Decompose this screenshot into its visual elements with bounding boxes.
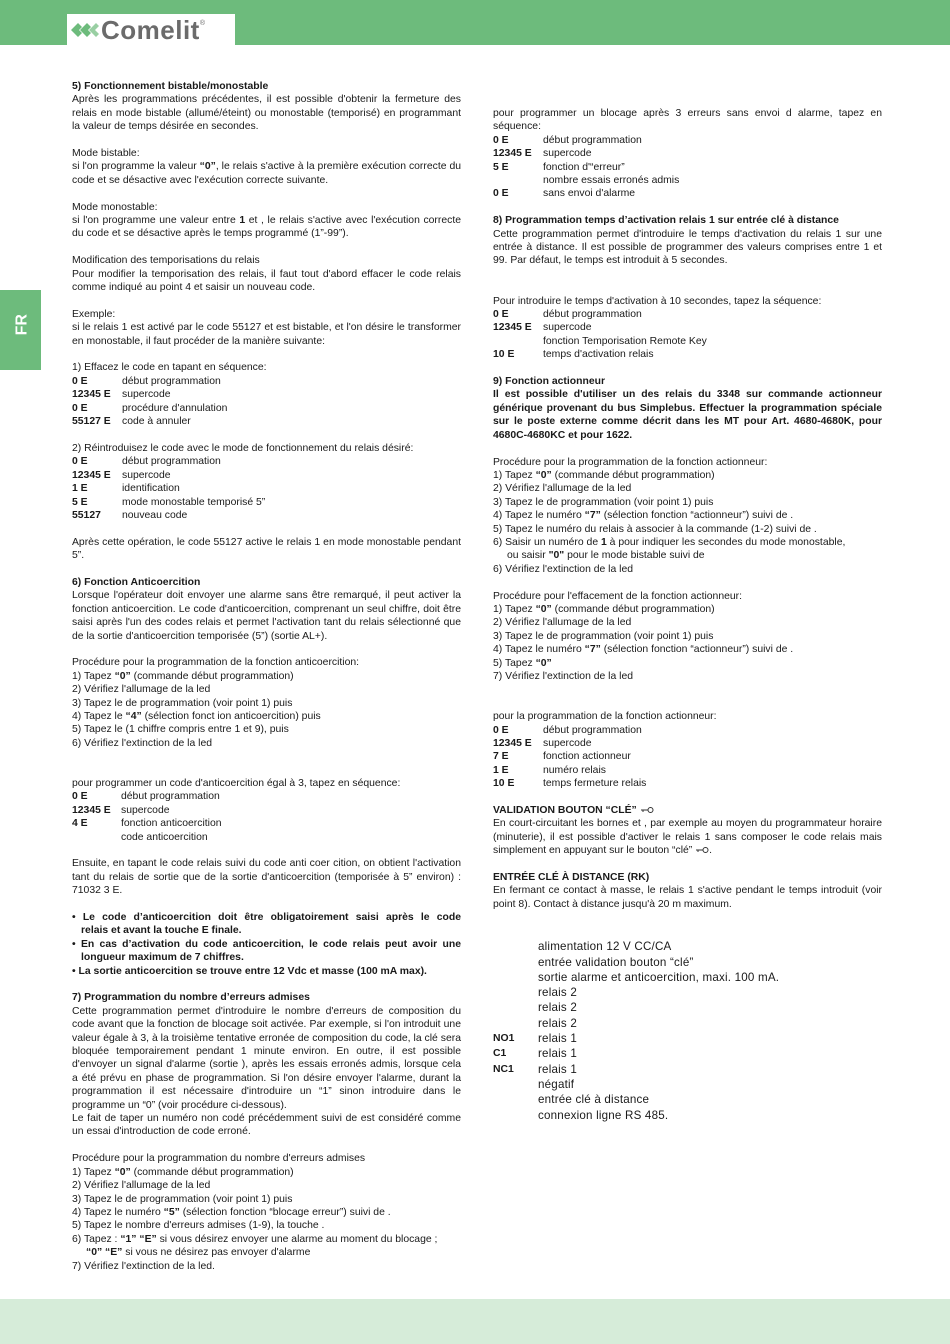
sequence-row: 0 E début programmation bbox=[72, 791, 220, 803]
sequence-row: 0 E début programmation bbox=[493, 134, 642, 146]
section-9-note: Il est possible d'utiliser un des relais du 3348 sur commande actionneur générique provenant du bus Simplebus. Effectuer la programmation spéciale sur le poste externe comme décrit dans les MT pour Art. 4680-4680K, pour 4680C-4680KC et pour 1622. bbox=[493, 389, 882, 441]
step-item: 6) Saisir un numéro de 1 à pour indiquer les secondes du mode monostable, bbox=[493, 536, 846, 548]
step-item: 2) Vérifiez l'allumage de la led bbox=[493, 617, 632, 629]
remote-key-title: ENTRÉE CLÉ À DISTANCE (RK) bbox=[493, 872, 650, 884]
step-item: 7) Vérifiez l'extinction de la led bbox=[493, 670, 634, 682]
bullet-line: relais et avant la touche E finale. bbox=[81, 925, 242, 937]
remote-key-text: En fermant ce contact à masse, le relais 1 s'active pendant le temps introduit (voir point 8). Contact à distance jusqu'à 20 m maximum. bbox=[493, 885, 882, 910]
sequence-row: 0 E début programmation bbox=[72, 456, 221, 468]
step-item: 3) Tapez le de programmation (voir point 1) puis bbox=[72, 697, 293, 709]
section-7-note: Le fait de taper un numéro non codé précédemment suivi de est considéré comme un essai d'introduction de code erroné. bbox=[72, 1113, 461, 1138]
procedure-7-title: Procédure pour la programmation du nombre d'erreurs admises bbox=[72, 1153, 366, 1165]
sequence-row: 12345 E supercode bbox=[493, 738, 592, 749]
section-8-sequence-title: Pour introduire le temps d'activation à 10 secondes, tapez la séquence: bbox=[493, 295, 822, 307]
procedure-7-steps bbox=[72, 1166, 461, 1273]
sequence-row: 55127 E code à annuler bbox=[72, 416, 191, 428]
sequence-row: 55127 nouveau code bbox=[72, 509, 188, 521]
sequence-row: 1 E identification bbox=[72, 483, 180, 495]
terminal-row: relais 2 bbox=[538, 1016, 577, 1030]
step-item: 2) Vérifiez l'allumage de la led bbox=[72, 1180, 211, 1192]
terminal-row: NC1 relais 1 bbox=[493, 1062, 577, 1076]
sequence-row: 0 E début programmation bbox=[72, 375, 221, 387]
step-item: 6) Vérifiez l'extinction de la led bbox=[493, 563, 634, 575]
monostable-text: si l'on programme une valeur entre 1 et , le relais s'active avec l'exécution correcte du code et se désactive après le temps programmé (1”-99”). bbox=[72, 215, 461, 240]
step-item: 5) Tapez le numéro du relais à associer à la commande (1-2) suivi de . bbox=[493, 523, 817, 535]
terminal-row: relais 2 bbox=[538, 986, 577, 1000]
section-5-title: 5) Fonctionnement bistable/monostable bbox=[72, 81, 269, 92]
brand-name: Comelit bbox=[101, 14, 200, 45]
terminal-row: C1 relais 1 bbox=[493, 1047, 577, 1061]
anticoercion-3-sequence bbox=[72, 790, 461, 844]
step-item: 1) Tapez “0” (commande début programmation) bbox=[72, 1166, 294, 1178]
sequence-row: 0 E début programmation bbox=[493, 309, 642, 321]
step-item: 3) Tapez le de programmation (voir point 1) puis bbox=[493, 630, 714, 642]
erase-title: 1) Effacez le code en tapant en séquence: bbox=[72, 362, 267, 374]
step-item: 3) Tapez le de programmation (voir point 1) puis bbox=[72, 1193, 293, 1205]
terminal-row: relais 2 bbox=[538, 1001, 577, 1015]
terminal-row: NO1 relais 1 bbox=[493, 1032, 577, 1046]
block-intro: pour programmer un blocage après 3 erreurs sans envoi d alarme, tapez en séquence: bbox=[493, 108, 882, 133]
section-6-text: Lorsque l'opérateur doit envoyer une alarme sans être remarqué, il peut activer la fonction anticoercition. Le code d'anticoercition, comprenant un seul chiffre, doit être saisi après l'un des codes relais et permet l'activation tant du relais sélectionné que de la sortie d'anticoercition temporisée (5”) (sortie AL+). bbox=[72, 590, 461, 642]
sequence-row: fonction Temporisation Remote Key bbox=[543, 335, 707, 347]
sequence-row: 7 E fonction actionneur bbox=[493, 751, 631, 763]
step-item: 6) Vérifiez l'extinction de la led bbox=[72, 737, 213, 749]
terminal-row: négatif bbox=[538, 1077, 575, 1091]
step-item: 4) Tapez le numéro “7” (sélection fonction “actionneur”) suivi de . bbox=[493, 644, 794, 656]
terminal-row: alimentation 12 V CC/CA bbox=[538, 940, 672, 954]
monostable-title: Mode monostable: bbox=[72, 201, 158, 213]
sequence-row: 5 E mode monostable temporisé 5” bbox=[72, 496, 266, 508]
key-icon bbox=[640, 806, 654, 814]
step-item: 5) Tapez le nombre d'erreurs admises (1-9), la touche . bbox=[72, 1220, 325, 1232]
block-sequence bbox=[493, 134, 882, 201]
step-item: “0” “E” si vous ne désirez pas envoyer d'alarme bbox=[86, 1247, 311, 1259]
section-6-title: 6) Fonction Anticoercition bbox=[72, 576, 201, 588]
section-9-title: 9) Fonction actionneur bbox=[493, 376, 605, 388]
erase-sequence bbox=[72, 375, 461, 429]
sequence-row: 12345 E supercode bbox=[72, 389, 171, 401]
right-column bbox=[493, 107, 882, 1123]
sequence-row: 0 E sans envoi d'alarme bbox=[493, 188, 636, 200]
section-7-title: 7) Programmation du nombre d’erreurs admises bbox=[72, 992, 310, 1004]
sequence-row: 12345 E supercode bbox=[72, 804, 170, 816]
step-item: 7) Vérifiez l'extinction de la led. bbox=[72, 1260, 215, 1272]
reintroduce-title: 2) Réintroduisez le code avec le mode de fonctionnement du relais désiré: bbox=[72, 442, 414, 454]
step-item: 1) Tapez “0” (commande début programmation) bbox=[72, 670, 294, 682]
header-bar bbox=[0, 0, 950, 45]
then-text: Ensuite, en tapant le code relais suivi du code anti coer cition, on obtient l'activation tant du relais de sortie que de la sortie d'anticoercition (temporisée à 5” environ) : 71032 3 E. bbox=[72, 858, 461, 897]
section-8-text: Cette programmation permet d'introduire le temps d'activation du relais 1 sur une entrée à distance. Il est possible de programmer des valeurs comprises entre 1 et 99. Par défaut, le temps est introduit à 5 secondes. bbox=[493, 228, 882, 267]
after-operation-text: Après cette opération, le code 55127 active le relais 1 en mode monostable pendant 5”. bbox=[72, 536, 461, 562]
step-item: 2) Vérifiez l'allumage de la led bbox=[72, 684, 211, 696]
terminal-row: entrée clé à distance bbox=[538, 1093, 650, 1107]
terminal-row: sortie alarme et anticoercition, maxi. 100 mA. bbox=[538, 970, 780, 984]
sequence-row: 0 E procédure d'annulation bbox=[72, 402, 228, 414]
reintroduce-sequence bbox=[72, 455, 461, 522]
procedure-6-title: Procédure pour la programmation de la fonction anticoercition: bbox=[72, 657, 360, 669]
step-item: ou saisir "0" pour le mode bistable suivi de bbox=[507, 550, 705, 562]
sequence-row: 12345 E supercode bbox=[493, 148, 592, 160]
bullet-line: longueur maximum de 7 chiffres. bbox=[81, 952, 244, 964]
procedure-6-steps bbox=[72, 670, 461, 750]
step-item: 4) Tapez le numéro “5” (sélection fonction “blocage erreur”) suivi de . bbox=[72, 1206, 391, 1218]
actuator-sequence bbox=[493, 724, 882, 791]
sequence-row: 10 E temps d'activation relais bbox=[493, 349, 654, 361]
step-item: 4) Tapez le “4” (sélection fonct ion anticoercition) puis bbox=[72, 710, 321, 722]
actuator-sequence-title: pour la programmation de la fonction actionneur: bbox=[493, 711, 717, 723]
footer-bar bbox=[0, 1299, 950, 1344]
step-item: 6) Tapez : “1” “E” si vous désirez envoyer une alarme au moment du blocage ; bbox=[72, 1233, 438, 1245]
anticoercion-3-title: pour programmer un code d'anticoercition égal à 3, tapez en séquence: bbox=[72, 777, 401, 789]
sequence-row: 0 E début programmation bbox=[493, 724, 642, 736]
erase-9-title: Procédure pour l'effacement de la fonction actionneur: bbox=[493, 590, 743, 602]
language-tab bbox=[0, 290, 41, 370]
warning-bullets bbox=[72, 911, 461, 978]
key-button-title: VALIDATION BOUTON “CLÉ” bbox=[493, 804, 882, 817]
procedure-9-steps bbox=[493, 469, 882, 576]
step-item: 2) Vérifiez l'allumage de la led bbox=[493, 483, 632, 495]
procedure-9-title: Procédure pour la programmation de la fonction actionneur: bbox=[493, 456, 768, 468]
comelit-mark-icon bbox=[69, 19, 99, 41]
section-7-text: Cette programmation permet d'introduire le nombre d'erreurs de composition du code avant que la fonction de blocage soit activée. Par exemple, si l'on introduit une valeur égale à 3, à la troisième tentative erronée de composition du code, la clé sera bloquée temporairement pendant 1 minute environ. En outre, il est possible d'envoyer un signal d'alarme (sortie ), après les essais erronés admis, lorsque cela a été prévu en phase de programmation. Si l'on désire envoyer l'alarme, durant la programmation il est nécessaire d'introduire un “1” sinon introduire dans le programme un “0” (voir procédure ci-dessous). bbox=[72, 1005, 461, 1111]
sequence-row: code anticoercition bbox=[121, 831, 208, 843]
key-icon bbox=[695, 846, 709, 854]
sequence-row: 10 E temps fermeture relais bbox=[493, 778, 647, 790]
bistable-title: Mode bistable: bbox=[72, 148, 140, 160]
sequence-row: nombre essais erronés admis bbox=[543, 175, 680, 187]
step-item: 3) Tapez le de programmation (voir point 1) puis bbox=[493, 496, 714, 508]
section-5-intro: Après les programmations précédentes, il est possible d'obtenir la fermeture des relais en mode bistable (allumé/éteint) ou monostable (temporisé) en programmant la valeur de temps désirée en secondes. bbox=[72, 94, 461, 133]
language-label: FR bbox=[13, 314, 31, 336]
left-column bbox=[72, 80, 461, 1273]
terminal-row: connexion ligne RS 485. bbox=[538, 1108, 669, 1122]
terminal-list bbox=[493, 939, 882, 1123]
bullet-line: • La sortie anticoercition se trouve entre 12 Vdc et masse (100 mA max). bbox=[72, 965, 427, 977]
bistable-text: si l'on programme la valeur “0”, le relais s'active à la première exécution correcte du code et se désactive avec l'exécution correcte suivante. bbox=[72, 161, 461, 186]
step-item: 1) Tapez “0” (commande début programmation) bbox=[493, 469, 715, 481]
step-item: 5) Tapez le (1 chiffre compris entre 1 et 9), puis bbox=[72, 724, 289, 736]
sequence-row: 12345 E supercode bbox=[493, 322, 592, 334]
key-button-text: En court-circuitant les bornes et , par exemple au moyen du programmateur horaire (minuterie), il est possible d'activer le relais 1 sans composer le code relais mais simplement en appuyant sur le bouton “clé” . bbox=[493, 818, 882, 857]
step-item: 4) Tapez le numéro “7” (sélection fonction “actionneur”) suivi de . bbox=[493, 510, 794, 522]
section-8-sequence bbox=[493, 308, 882, 362]
section-8-title: 8) Programmation temps d’activation relais 1 sur entrée clé à distance bbox=[493, 215, 839, 227]
sequence-row: 12345 E supercode bbox=[72, 469, 171, 481]
example-text: si le relais 1 est activé par le code 55127 et est bistable, et l'on désire le transformer en monostable, il faut procéder de la manière suivante: bbox=[72, 322, 461, 347]
step-item: 5) Tapez “0” bbox=[493, 657, 552, 669]
bullet-line: • Le code d’anticoercition doit être obligatoirement saisi après le code bbox=[72, 912, 461, 923]
registered-mark: ® bbox=[199, 20, 206, 27]
sequence-row: 5 E fonction d'“erreur” bbox=[493, 161, 625, 173]
erase-9-steps bbox=[493, 603, 882, 683]
modification-title: Modification des temporisations du relais bbox=[72, 255, 260, 267]
step-item: 1) Tapez “0” (commande début programmation) bbox=[493, 603, 715, 615]
bullet-line: • En cas d’activation du code anticoercition, le code relais peut avoir une bbox=[72, 938, 461, 950]
modification-text: Pour modifier la temporisation des relais, il faut tout d'abord effacer le code relais comme indiqué au point 4 et saisir un nouveau code. bbox=[72, 268, 461, 294]
example-title: Exemple: bbox=[72, 308, 116, 320]
terminal-row: entrée validation bouton “clé” bbox=[538, 955, 694, 969]
sequence-row: 1 E numéro relais bbox=[493, 764, 606, 776]
sequence-row: 4 E fonction anticoercition bbox=[72, 818, 222, 830]
comelit-logo bbox=[67, 14, 235, 45]
